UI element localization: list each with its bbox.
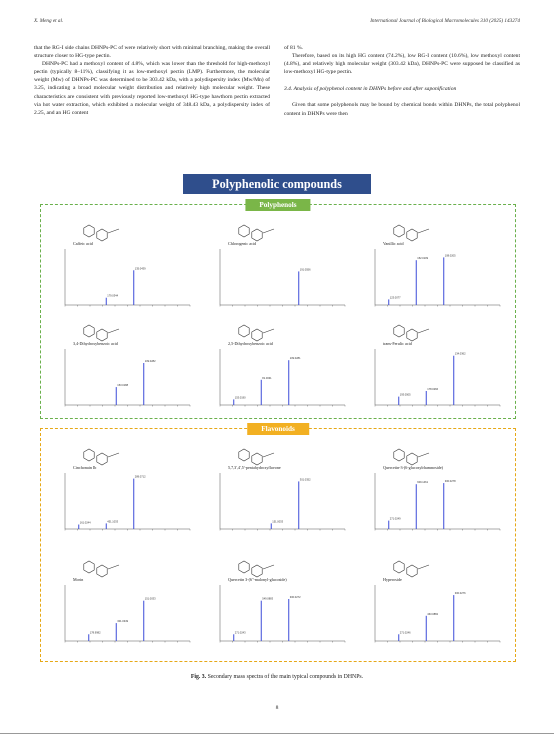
chemical-structure: [84, 325, 119, 341]
spectrum-figure: [51, 441, 196, 536]
paragraph: Therefore, based on its high HG content (74.2%), low RG-I content (10.6%), low methoxyl content (4.8%), and relatively high molecular weight (303.42 kDa), DHNPs-PC were supposed be classified as low-methoxyl HG-type pectin.: [284, 53, 520, 76]
spectrum-cell: [51, 317, 196, 412]
spectrum-figure: [361, 217, 506, 312]
paragraph: that the RG-I side chains DHNPs-PC of were relatively short with minimal branching, making the overall structure closer to HG-type pectin.: [34, 45, 270, 60]
chemical-structure: [239, 325, 274, 341]
peak-label: 191.0556: [299, 268, 311, 272]
bond-line: [108, 229, 119, 233]
ring-shape: [239, 325, 249, 337]
compound-name: Quercetin 3-(6''-malonyl-glucoside): [228, 577, 287, 582]
peak-label: 289.0712: [134, 475, 146, 479]
running-header: [34, 18, 520, 28]
peak-label: 178.9982: [89, 631, 101, 635]
compound-name: 5,7,3',4',5'-pentahydroxyflavone: [228, 465, 281, 470]
peak-label: 152.0109: [417, 257, 429, 261]
ring-shape: [407, 453, 417, 465]
spectrum-axes: [65, 349, 190, 405]
chemical-structure: [394, 325, 429, 341]
peak-label: 108.0205: [444, 254, 456, 258]
compound-name: Vanillic acid: [383, 241, 404, 246]
chemical-structure: [84, 225, 119, 241]
ring-shape: [252, 453, 262, 465]
peak-label: 161.0244: [79, 521, 91, 525]
compound-name: Caffeic acid: [73, 241, 93, 246]
spectrum-cell: [206, 553, 351, 648]
spectrum-figure: [361, 317, 506, 412]
spectrum-cell: [361, 217, 506, 312]
peak-label: 81.0331: [262, 376, 272, 380]
chemical-structure: [239, 561, 274, 577]
ring-shape: [97, 329, 107, 341]
spectrum-figure: [51, 317, 196, 412]
bond-line: [418, 453, 429, 457]
polyphenols-label: Polyphenols: [245, 199, 310, 211]
ring-shape: [252, 329, 262, 341]
ring-shape: [407, 329, 417, 341]
spectrum-figure: [206, 553, 351, 648]
spectrum-cell: [51, 217, 196, 312]
caption-label: Fig. 3.: [190, 674, 207, 680]
spectrum-cell: [206, 317, 351, 412]
peak-label: 271.0246: [399, 631, 411, 635]
ring-shape: [97, 229, 107, 241]
peak-label: 153.0190: [234, 396, 246, 400]
flavonoids-label: Flavonoids: [247, 423, 309, 435]
peak-label: 300.0278: [444, 480, 456, 484]
peak-label: 463.0882: [427, 612, 439, 616]
caption-text: Secondary mass spectra of the main typical compounds in DHNPs.: [207, 674, 364, 680]
polyphenols-panel: [40, 201, 516, 419]
compound-name: Quercetin-3-(6-glucosylrhamnoside): [383, 465, 444, 470]
peak-label: 451.1033: [107, 520, 119, 524]
spectrum-figure: [361, 553, 506, 648]
flavonoids-panel: [40, 425, 516, 662]
spectrum-cell: [206, 441, 351, 536]
chemical-structure: [84, 561, 119, 577]
chemical-structure: [394, 449, 429, 465]
ring-shape: [84, 561, 94, 573]
peak-label: 151.0033: [272, 520, 284, 524]
footer-rule: [0, 733, 554, 734]
peak-label: 271.0249: [389, 517, 401, 521]
figure-banner: Polyphenolic compounds: [183, 174, 371, 194]
ring-shape: [252, 229, 262, 241]
ring-shape: [407, 229, 417, 241]
bond-line: [418, 229, 429, 233]
bond-line: [108, 565, 119, 569]
peak-label: 178.0266: [427, 388, 439, 391]
bond-line: [108, 453, 119, 457]
bond-line: [418, 565, 429, 569]
ring-shape: [84, 225, 94, 237]
ring-shape: [239, 225, 249, 237]
ring-shape: [394, 561, 404, 573]
bond-line: [263, 229, 274, 233]
spectrum-figure: [206, 441, 351, 536]
header-authors: X. Meng et al.: [34, 18, 64, 24]
chemical-structure: [394, 225, 429, 241]
spectrum-figure: [51, 553, 196, 648]
ring-shape: [394, 325, 404, 337]
peak-label: 134.0362: [454, 352, 466, 356]
spectrum-figure: [206, 217, 351, 312]
bond-line: [108, 329, 119, 333]
bond-line: [263, 453, 274, 457]
paragraph: Given that some polyphenols may be bound by chemical bonds within DHNPs, the total polyphenol content in DHNPs were then: [284, 102, 520, 117]
ring-shape: [394, 449, 404, 461]
ring-shape: [84, 449, 94, 461]
spectrum-figure: [361, 441, 506, 536]
peak-label: 153.0188: [117, 384, 129, 388]
peak-label: 301.0349: [117, 620, 129, 624]
header-journal: International Journal of Biological Macromolecules 310 (2025) 143274: [370, 18, 520, 24]
spectrum-axes: [220, 249, 345, 305]
bond-line: [263, 329, 274, 333]
ring-shape: [239, 449, 249, 461]
spectrum-figure: [51, 217, 196, 312]
chemical-structure: [394, 561, 429, 577]
bond-line: [263, 565, 274, 569]
spectrum-cell: [51, 553, 196, 648]
spectrum-figure: [206, 317, 351, 412]
peak-label: 549.0883: [262, 597, 274, 601]
spectrum-axes: [375, 349, 500, 405]
spectrum-axes: [65, 585, 190, 641]
section-heading: 3.4. Analysis of polyphenol content in DHNPs before and after saponification: [284, 86, 457, 93]
chemical-structure: [239, 449, 274, 465]
chemical-structure: [239, 225, 274, 241]
spectrum-cell: [361, 317, 506, 412]
bond-line: [418, 329, 429, 333]
compound-name: Cinchonain Ib: [73, 465, 97, 470]
ring-shape: [394, 225, 404, 237]
compound-name: 2,5-Dihydroxybenzoic acid: [228, 341, 273, 346]
figure-caption: [0, 674, 554, 680]
peak-label: 135.0439: [134, 267, 146, 271]
peak-label: 271.0243: [234, 631, 246, 635]
body-text: [34, 44, 520, 164]
peak-label: 300.0272: [289, 596, 301, 599]
compound-name: trans-Ferulic acid: [383, 341, 412, 346]
paragraph: DHNPs-PC had a methoxyl content of 4.8%, which was lower than the threshold for high-methoxyl pectin (typically 8–11%), classifying it as low-methoxyl pectin (LMP). Furthermore, the molecular weight (Mw) of DHNPs-PC was determined to be 303.42 kDa, with a polydispersity index (Mw/Mn) of 3.25, indicating a broad molecular weight distribution and relatively high molecular weight. These characteristics are consistent with previously reported low-methoxyl HG-type hawthorn pectin extracted via hot water extraction, which exhibited a molecular weight of 348.43 kDa, a polydispersity index of 2.25, and an HG content: [34, 61, 270, 116]
ring-shape: [97, 565, 107, 577]
compound-name: 3,4-Dihydroxybenzoic acid: [73, 341, 118, 346]
chemical-structure: [84, 449, 119, 465]
peak-label: 193.0505: [399, 393, 411, 397]
spectrum-cell: [206, 217, 351, 312]
spectrum-cell: [361, 553, 506, 648]
spectrum-axes: [65, 249, 190, 305]
page-number: 8: [275, 705, 279, 711]
left-column: [34, 44, 270, 117]
peak-label: 109.0281: [289, 357, 301, 361]
ring-shape: [252, 565, 262, 577]
ring-shape: [84, 325, 94, 337]
peak-label: 300.0276: [454, 592, 466, 596]
peak-label: 151.0033: [144, 597, 156, 601]
spectrum-cell: [51, 441, 196, 536]
peak-label: 123.0077: [389, 296, 401, 300]
compound-name: Chlorogenic acid: [228, 241, 257, 246]
ring-shape: [239, 561, 249, 573]
peak-label: 109.0282: [144, 360, 156, 363]
peak-label: 179.0344: [107, 294, 119, 298]
spectrum-cell: [361, 441, 506, 536]
ring-shape: [97, 453, 107, 465]
right-column: [284, 44, 520, 118]
peak-label: 609.1461: [417, 481, 429, 485]
paragraph: of 81 %.: [284, 45, 303, 51]
ring-shape: [407, 565, 417, 577]
compound-name: Morin: [73, 577, 84, 582]
peak-label: 301.0352: [299, 478, 311, 482]
compound-name: Hyperoside: [383, 577, 402, 582]
